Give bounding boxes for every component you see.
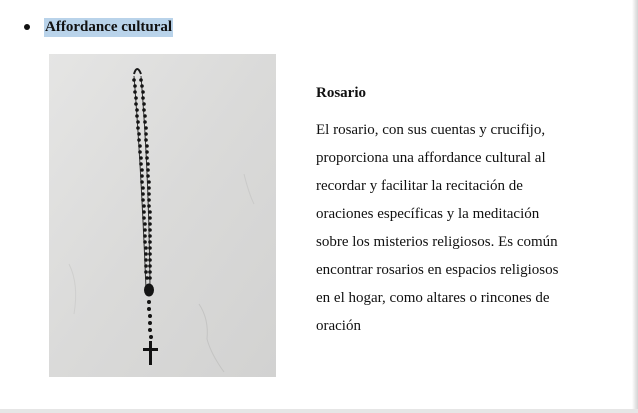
- page-edge-shadow: [632, 0, 638, 413]
- section-heading[interactable]: Affordance cultural: [45, 18, 173, 35]
- description-block: [316, 84, 606, 340]
- description-title: Rosario: [316, 85, 366, 101]
- bullet-item: [24, 16, 173, 38]
- description-body: El rosario, con sus cuentas y crucifijo, proporciona una affordance cultural al recordar y facilitar la recitación de oraciones específicas y la meditación sobre los misterios religiosos. Es común encontrar rosarios en espacios religiosos en el hogar, como altares o rincones de oración: [316, 122, 559, 334]
- page-bottom-edge: [0, 409, 638, 413]
- rosary-image: [49, 54, 276, 377]
- bullet-icon: [24, 24, 30, 30]
